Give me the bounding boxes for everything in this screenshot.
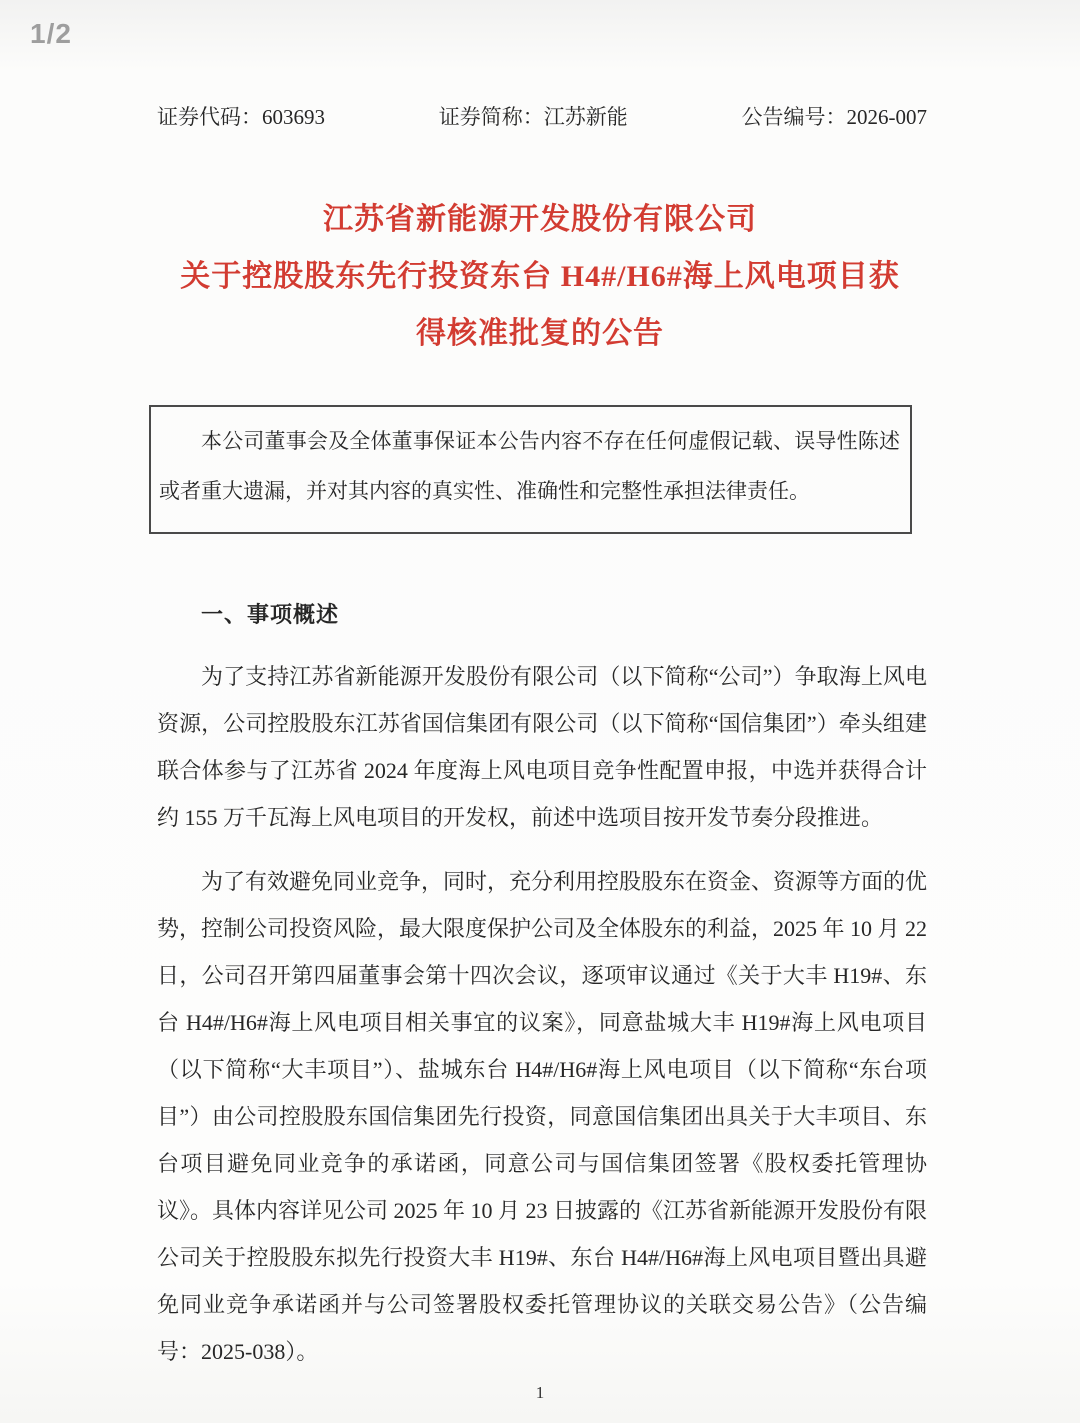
stock-code-label: 证券代码：603693 — [157, 105, 325, 129]
body-paragraph: 为了有效避免同业竞争，同时，充分利用控股股东在资金、资源等方面的优势，控制公司投资风险，最大限度保护公司及全体股东的利益，2025 年 10 月 22 日，公司召开第四届董事会第十四次会议，逐项审议通过《关于大丰 H19#、东台 H4#/H6#海上风电项目相关事宜的议案》，同意盐城大丰 H19#海上风电项目（以下简称“大丰项目”）、盐城东台 H4#/H6#海上风电项目（以下简称“东台项目”）由公司控股股东国信集团先行投资，同意国信集团出具关于大丰项目、东台项目避免同业竞争的承诺函，同意公司与国信集团签署《股权委托管理协议》。具体内容详见公司 2025 年 10 月 23 日披露的《江苏省新能源开发股份有限公司关于控股股东拟先行投资大丰 H19#、东台 H4#/H6#海上风电项目暨出具避免同业竞争承诺函并与公司签署股权委托管理协议的关联交易公告》（公告编号：2025-038）。 — [157, 869, 928, 1364]
document-body — [157, 598, 927, 1375]
body-paragraph: 为了支持江苏省新能源开发股份有限公司（以下简称“公司”）争取海上风电资源，公司控股股东江苏省国信集团有限公司（以下简称“国信集团”）牵头组建联合体参与了江苏省 2024 年度海上风电项目竞争性配置申报，中选并获得合计约 155 万千瓦海上风电项目的开发权，前述中选项目按开发节奏分段推进。 — [157, 664, 927, 830]
image-page-counter: 1/2 — [30, 18, 72, 49]
document-page-number: 1 — [535, 1383, 545, 1402]
title-line-3: 得核准批复的公告 — [416, 317, 664, 350]
document-header — [157, 0, 927, 131]
stock-name-label: 证券简称：江苏新能 — [438, 105, 628, 129]
announcement-title — [80, 191, 1000, 362]
disclaimer-text: 本公司董事会及全体董事保证本公告内容不存在任何虚假记载、误导性陈述或者重大遗漏，并对其内容的真实性、准确性和完整性承担法律责任。 — [159, 429, 900, 503]
title-line-2: 关于控股股东先行投资东台 H4#/H6#海上风电项目获 — [180, 260, 900, 293]
title-line-1: 江苏省新能源开发股份有限公司 — [323, 203, 757, 236]
section-heading-overview: 一、事项概述 — [201, 602, 340, 627]
disclaimer-box — [149, 405, 912, 534]
announcement-number-label: 公告编号：2026-007 — [741, 105, 927, 129]
